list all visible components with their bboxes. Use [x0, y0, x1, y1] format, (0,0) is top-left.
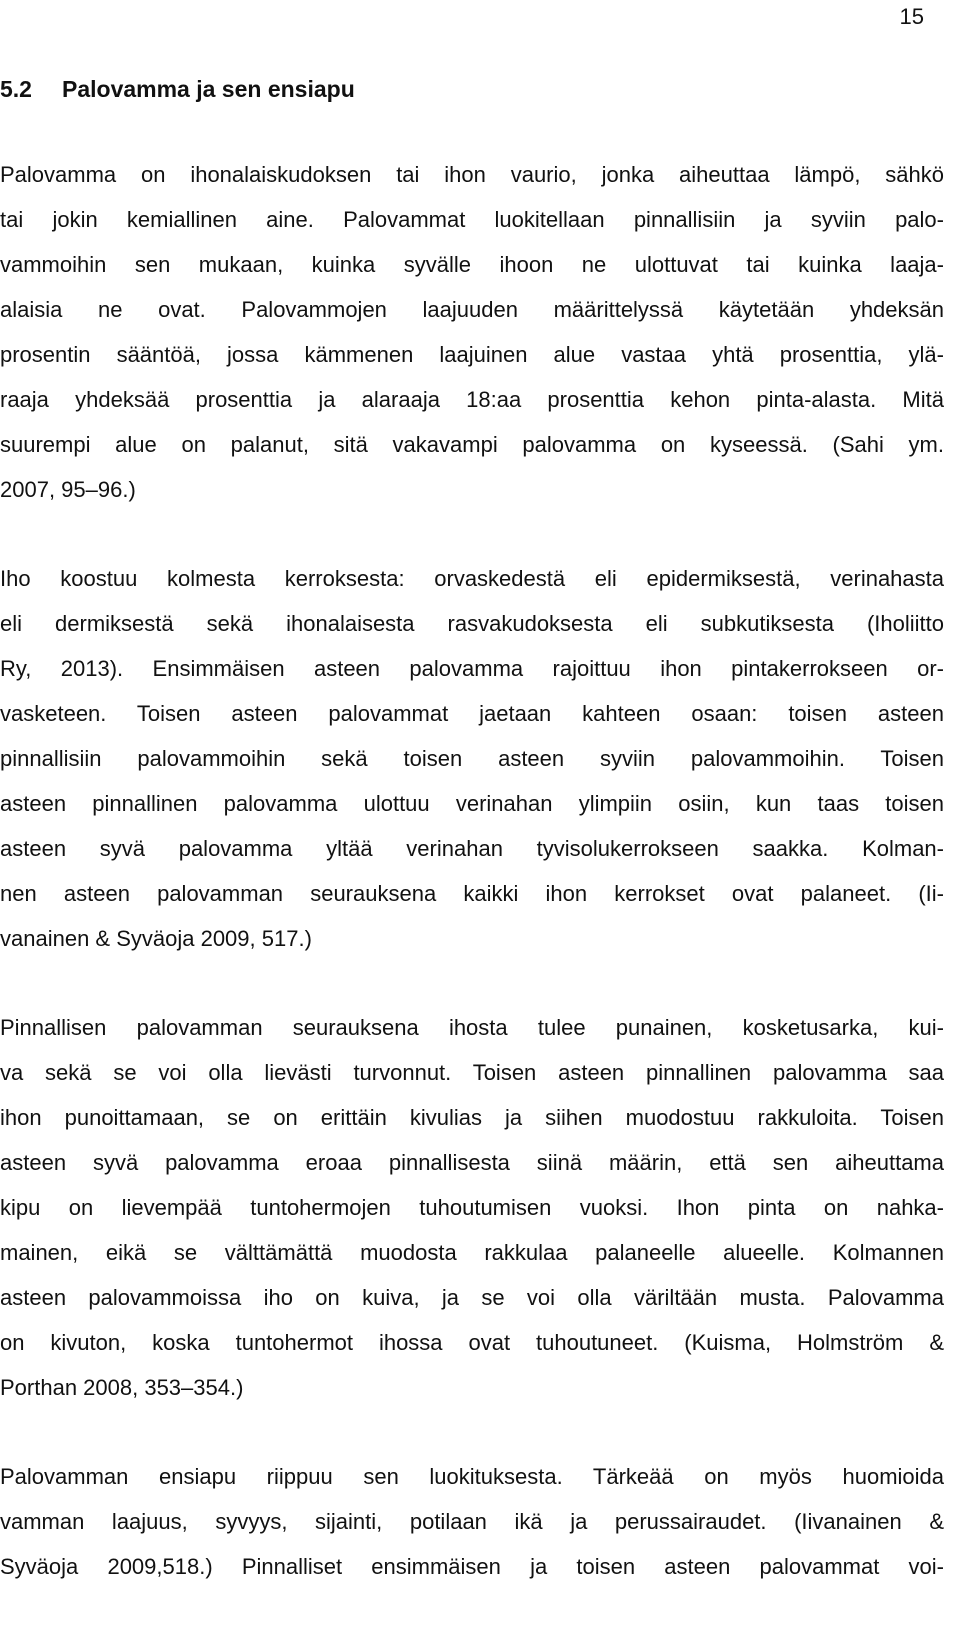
text-line: pinnallisiin palovammoihin sekä toisen asteen syviin palovammoihin. Toisen [0, 746, 944, 771]
paragraph-first-aid [0, 1454, 944, 1589]
text-line: on kivuton, koska tuntohermot ihossa ovat tuhoutuneet. (Kuisma, Holmström & [0, 1330, 944, 1355]
text-line: asteen syvä palovamma yltää verinahan tyvisolukerrokseen saakka. Kolman- [0, 836, 944, 861]
text-line: vamman laajuus, syvyys, sijainti, potilaan ikä ja perussairaudet. (Iivanainen & [0, 1509, 944, 1534]
section-number: 5.2 [0, 76, 32, 102]
text-line: asteen palovammoissa iho on kuiva, ja se voi olla väriltään musta. Palovamma [0, 1285, 944, 1310]
text-line: kipu on lievempää tuntohermojen tuhoutumisen vuoksi. Ihon pinta on nahka- [0, 1195, 944, 1220]
page-number: 15 [899, 4, 924, 29]
text-line: prosentin sääntöä, jossa kämmenen laajuinen alue vastaa yhtä prosenttia, ylä- [0, 342, 944, 367]
paragraph-burn-symptoms [0, 1005, 944, 1410]
text-line: vanainen & Syväoja 2009, 517.) [0, 926, 312, 951]
paragraph-skin-layers [0, 556, 944, 961]
text-line: va sekä se voi olla lievästi turvonnut. Toisen asteen pinnallinen palovamma saa [0, 1060, 944, 1085]
text-line: asteen pinnallinen palovamma ulottuu verinahan ylimpiin osiin, kun taas toisen [0, 791, 944, 816]
paragraph-burn-definition [0, 152, 944, 512]
text-line: Ry, 2013). Ensimmäisen asteen palovamma rajoittuu ihon pintakerrokseen or- [0, 656, 944, 681]
document-body [0, 66, 944, 1633]
text-line: mainen, eikä se välttämättä muodosta rakkulaa palaneelle alueelle. Kolmannen [0, 1240, 944, 1265]
text-line: raaja yhdeksää prosenttia ja alaraaja 18:aa prosenttia kehon pinta-alasta. Mitä [0, 387, 944, 412]
text-line: tai jokin kemiallinen aine. Palovammat luokitellaan pinnallisiin ja syviin palo- [0, 207, 944, 232]
section-heading [0, 66, 944, 112]
text-line: 2007, 95–96.) [0, 477, 136, 502]
text-line: asteen syvä palovamma eroaa pinnallisesta siinä määrin, että sen aiheuttama [0, 1150, 944, 1175]
text-line: nen asteen palovamman seurauksena kaikki ihon kerrokset ovat palaneet. (Ii- [0, 881, 944, 906]
text-line: Pinnallisen palovamman seurauksena ihosta tulee punainen, kosketusarka, kui- [0, 1015, 944, 1040]
text-line: Iho koostuu kolmesta kerroksesta: orvaskedestä eli epidermiksestä, verinahasta [0, 566, 944, 591]
text-line: Syväoja 2009,518.) Pinnalliset ensimmäisen ja toisen asteen palovammat voi- [0, 1554, 944, 1579]
text-line: vasketeen. Toisen asteen palovammat jaetaan kahteen osaan: toisen asteen [0, 701, 944, 726]
section-title: Palovamma ja sen ensiapu [62, 76, 355, 102]
text-line: Porthan 2008, 353–354.) [0, 1375, 244, 1400]
text-line: suurempi alue on palanut, sitä vakavampi palovamma on kyseessä. (Sahi ym. [0, 432, 944, 457]
text-line: eli dermiksestä sekä ihonalaisesta rasvakudoksesta eli subkutiksesta (Iholiitto [0, 611, 944, 636]
text-line: alaisia ne ovat. Palovammojen laajuuden määrittelyssä käytetään yhdeksän [0, 297, 944, 322]
text-line: Palovamma on ihonalaiskudoksen tai ihon vaurio, jonka aiheuttaa lämpö, sähkö [0, 162, 944, 187]
text-line: vammoihin sen mukaan, kuinka syvälle ihoon ne ulottuvat tai kuinka laaja- [0, 252, 944, 277]
text-line: ihon punoittamaan, se on erittäin kivulias ja siihen muodostuu rakkuloita. Toisen [0, 1105, 944, 1130]
text-line: Palovamman ensiapu riippuu sen luokituksesta. Tärkeää on myös huomioida [0, 1464, 944, 1489]
